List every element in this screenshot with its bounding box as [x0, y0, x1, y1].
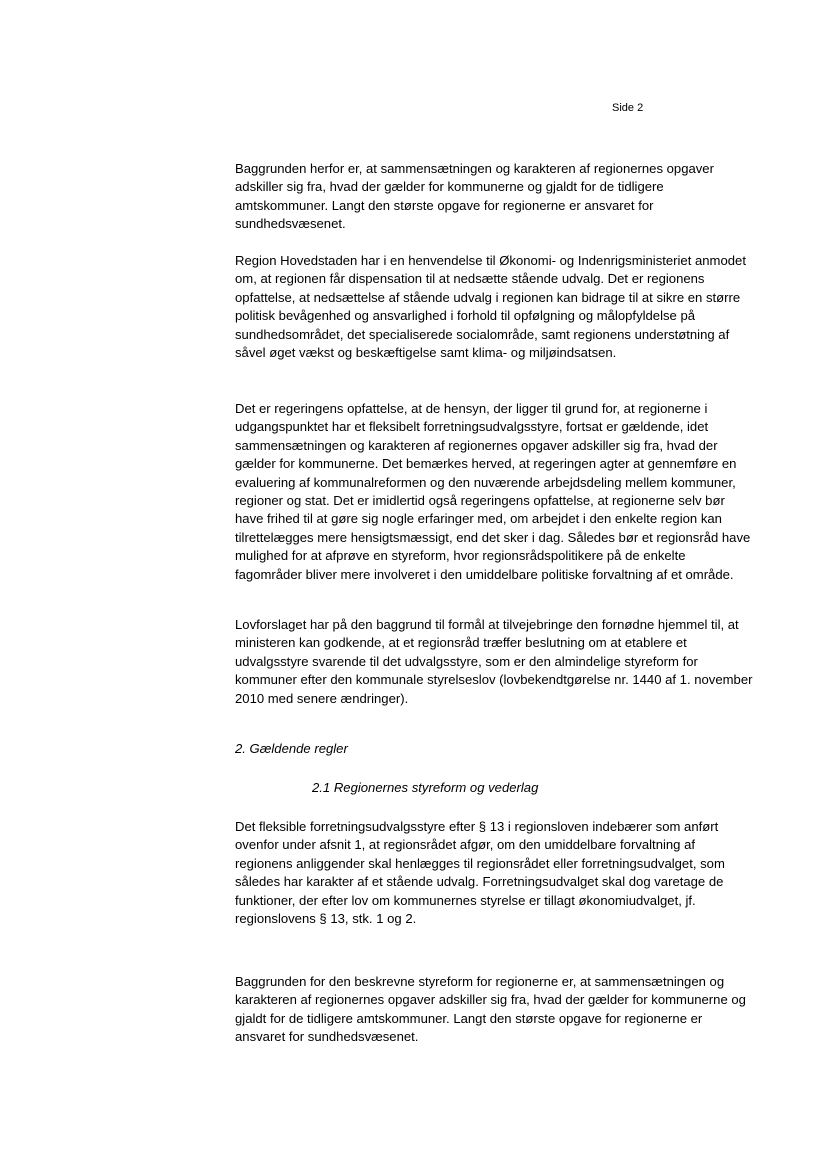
paragraph-bill-purpose: Lovforslaget har på den baggrund til formål at tilvejebringe den fornødne hjemmel til, at ministeren kan godkende, at et regionsråd træffer beslutning om at etablere et udvalgsstyre svarende til det udvalgsstyre, som er den almindelige styreform for kommuner efter den kommunale styrelseslov (lovbekendtgørelse nr. 1440 af 1. november 2010 med senere ændringer). — [235, 617, 753, 706]
section-heading-2: 2. Gældende regler — [235, 741, 348, 756]
page-number: Side 2 — [612, 102, 644, 114]
paragraph-government-view: Det er regeringens opfattelse, at de hensyn, der ligger til grund for, at regionerne i udgangspunktet har et fleksibelt forretningsudvalgsstyre, fortsat er gældende, idet sammensætningen og karakteren af regionernes opgaver adskiller sig fra, hvad der gælder for kommunerne. Det bemærkes herved, at regeringen agter at gennemføre en evaluering af kommunalreformen og den nuværende arbejdsdeling mellem kommuner, regioner og stat. Det er imidlertid også regeringens opfattelse, at regionerne selv bør have frihed til at gøre sig nogle erfaringer med, om arbejdet i den enkelte region kan tilrettelægges mere hensigtsmæssigt, end det sker i dag. Således bør et regionsråd have mulighed for at afprøve en styreform, hvor regionsrådspolitikere på de enkelte fagområder bliver mere involveret i den umiddelbare politiske forvaltning af et område. — [235, 401, 751, 582]
paragraph-background-governance: Baggrunden for den beskrevne styreform for regionerne er, at sammensætningen og karakteren af regionernes opgaver adskiller sig fra, hvad der gælder for kommunerne og gjaldt for de tidligere amtskommuner. Langt den største opgave for regionerne er ansvaret for sundhedsvæsenet. — [235, 974, 746, 1045]
paragraph-background: Baggrunden herfor er, at sammensætningen og karakteren af regionernes opgaver adskiller sig fra, hvad der gælder for kommunerne og gjaldt for de tidligere amtskommuner. Langt den største opgave for regionerne er ansvaret for sundhedsvæsenet. — [235, 161, 714, 232]
section-heading-2-1: 2.1 Regionernes styreform og vederlag — [312, 780, 539, 795]
paragraph-flexible-committee: Det fleksible forretningsudvalgsstyre efter § 13 i regionsloven indebærer som anført ovenfor under afsnit 1, at regionsrådet afgør, om den umiddelbare forvaltning af regionens anliggender skal henlægges til regionsrådet eller forretningsudvalget, som således har karakter af et stående udvalg. Forretningsudvalget skal dog varetage de funktioner, der efter lov om kommunernes styrelse er tillagt økonomiudvalget, jf. regionslovens § 13, stk. 1 og 2. — [235, 819, 725, 927]
paragraph-region-hovedstaden: Region Hovedstaden har i en henvendelse til Økonomi- og Indenrigsministeriet anmodet om, at regionen får dispensation til at nedsætte stående udvalg. Det er regionens opfattelse, at nedsættelse af stående udvalg i regionen kan bidrage til at sikre en større politisk bevågenhed og ansvarlighed i forhold til opfølgning og målopfyldelse på sundhedsområdet, det specialiserede socialområde, samt regionens understøtning af såvel øget vækst og beskæftigelse samt klima- og miljøindsatsen. — [235, 253, 746, 361]
